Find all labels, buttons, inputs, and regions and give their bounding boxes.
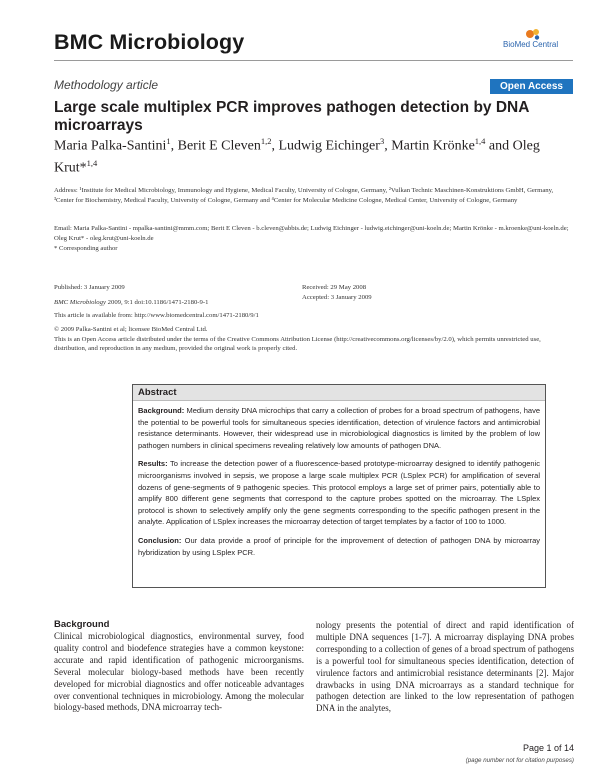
affiliations: Address: ¹Institute for Medical Microbiology, Immunology and Hygiene, Medical Faculty, University of Cologne, Germany, ²Vulkan Technic Maschinen-Konstruktions GmbH, Germany, ³Center for Biochemistry, Medical Faculty, University of Cologne, Germany and ⁴Center for Molecular Medicine Cologne, Medical Center, University of Cologne, Germany bbox=[54, 187, 554, 204]
author-name[interactable]: Oleg Krut* bbox=[54, 138, 540, 176]
open-access-badge[interactable]: Open Access bbox=[490, 79, 573, 94]
author-conjunction: and bbox=[488, 138, 510, 154]
header-rule bbox=[54, 60, 573, 61]
author-affiliation: 1 bbox=[166, 136, 171, 146]
abstract-background: Background: Medium density DNA microchips that carry a collection of probes for a broad spectrum of pathogens, have the potential to be powerful tools for simultaneous species identification, detection of virulence factors and antimicrobial resistance determinants. However, their widespread use in microbiological diagnostics is limited by the problem of low pathogen numbers in clinical specimens revealing relatively low amounts of pathogen DNA. bbox=[138, 406, 540, 450]
journal-title: BMC Microbiology bbox=[54, 30, 245, 54]
author-affiliation: 1,2 bbox=[260, 136, 272, 146]
corresponding-author-note: * Corresponding author bbox=[54, 245, 118, 252]
copyright-license bbox=[54, 325, 574, 354]
abstract-results: Results: To increase the detection power of a fluorescence-based prototype-microarray designed to identify pathogenic microorganisms involved in sepsis, we propose a large scale multiplex PCR (LSplex PCR) for amplification of several dozens of gene-segments of 9 pathogenic species. This protocol employs a large set of primer pairs, potentially able to amplify 800 different gene segments that correspond to the capture probes spotted on the microarray. The LSplex protocol is shown to selectively amplify only the gene segments corresponding to the specific pathogen present in the analyte. Application of LSplex increases the microarray detection of target templates by a factor of 100 to 1000. bbox=[138, 459, 540, 527]
accepted-date: Accepted: 3 January 2009 bbox=[302, 294, 372, 301]
article-type: Methodology article bbox=[54, 78, 159, 92]
published-date: Published: 3 January 2009 bbox=[54, 284, 125, 291]
author-name[interactable]: Berit E Cleven bbox=[177, 138, 261, 154]
body-column-left: Clinical microbiological diagnostics, environmental survey, food quality control and biodefence strategies have a common keystone: accurate and rapid identification of pathogenic microorganisms. Several molecular biology-based methods have been recently developed for microbial diagnostics and offer noticeable advantages over conventional techniques in microbiology. Among the molecular biology-based methods, DNA microarray tech- bbox=[54, 631, 304, 713]
author-affiliation: 1,4 bbox=[474, 136, 486, 146]
copyright: © 2009 Palka-Santini et al; licensee BioMed Central Ltd. bbox=[54, 326, 208, 333]
author-name[interactable]: Maria Palka-Santini bbox=[54, 138, 167, 154]
author-list: Maria Palka-Santini$^1$, Berit E Cleven$^{1,2}$, Ludwig Eichinger$^3$, Martin Krönke$^{1,4}$ and Oleg Krut*$^{1,4}$ bbox=[54, 136, 540, 176]
author-affiliation: 3 bbox=[379, 136, 385, 146]
abstract-box bbox=[132, 384, 546, 588]
received-date: Received: 29 May 2008 bbox=[302, 284, 367, 291]
abstract-heading: Abstract bbox=[138, 387, 177, 398]
body-column-right: nology presents the potential of direct and rapid identification of multiple DNA sequences [1-7]. A microarray displaying DNA probes corresponding to a collection of genes of a broad spectrum of pathogens is a powerful tool for simultaneous species identification, detection of virulence factors and antimicrobial resistance determinants [2]. Major drawbacks in using DNA microarrays as a standard technique for pathogen detection are linked to the low representation of pathogen DNA in the analytes, bbox=[316, 620, 574, 714]
biomed-logo-icon bbox=[525, 28, 541, 40]
license-text[interactable]: This is an Open Access article distributed under the terms of the Creative Commons Attribution License (http://creativecommons.org/licenses/by/2.0), which permits unrestricted use, distribution, and reproduction in any medium, provided the original work is properly cited. bbox=[54, 335, 541, 352]
author-affiliation: 1,4 bbox=[86, 158, 98, 169]
page-number: Page 1 of 14 bbox=[522, 743, 574, 753]
received-accepted-dates bbox=[302, 283, 372, 303]
publisher-logo-text: BioMed Central bbox=[503, 40, 559, 49]
biomed-central-logo[interactable] bbox=[503, 28, 573, 52]
author-name[interactable]: Martin Krönke bbox=[391, 138, 475, 154]
abstract-conclusion: Conclusion: Our data provide a proof of principle for the improvement of detection of pathogen DNA by microarray hybridization by using LSplex PCR. bbox=[138, 535, 540, 557]
section-heading-background: Background bbox=[54, 619, 110, 630]
article-title: Large scale multiplex PCR improves pathogen detection by DNA microarrays bbox=[54, 99, 529, 134]
page-number-note: (page number not for citation purposes) bbox=[465, 757, 574, 764]
citation: BMC Microbiology 2009, 9:1 doi:10.1186/1471-2180-9-1 bbox=[54, 299, 209, 306]
article-url[interactable]: This article is available from: http://www.biomedcentral.com/1471-2180/9/1 bbox=[54, 312, 259, 319]
author-name[interactable]: Ludwig Eichinger bbox=[278, 138, 380, 154]
author-emails[interactable]: Email: Maria Palka-Santini - mpalka-santini@mmm.com; Berit E Cleven - b.cleven@abbis.de; Ludwig Eichinger - ludwig.eichinger@uni-koeln.de; Martin Krönke - m.kroenke@uni-koeln.de; Oleg Krut* - oleg.krut@uni-koeln.de bbox=[54, 225, 569, 242]
